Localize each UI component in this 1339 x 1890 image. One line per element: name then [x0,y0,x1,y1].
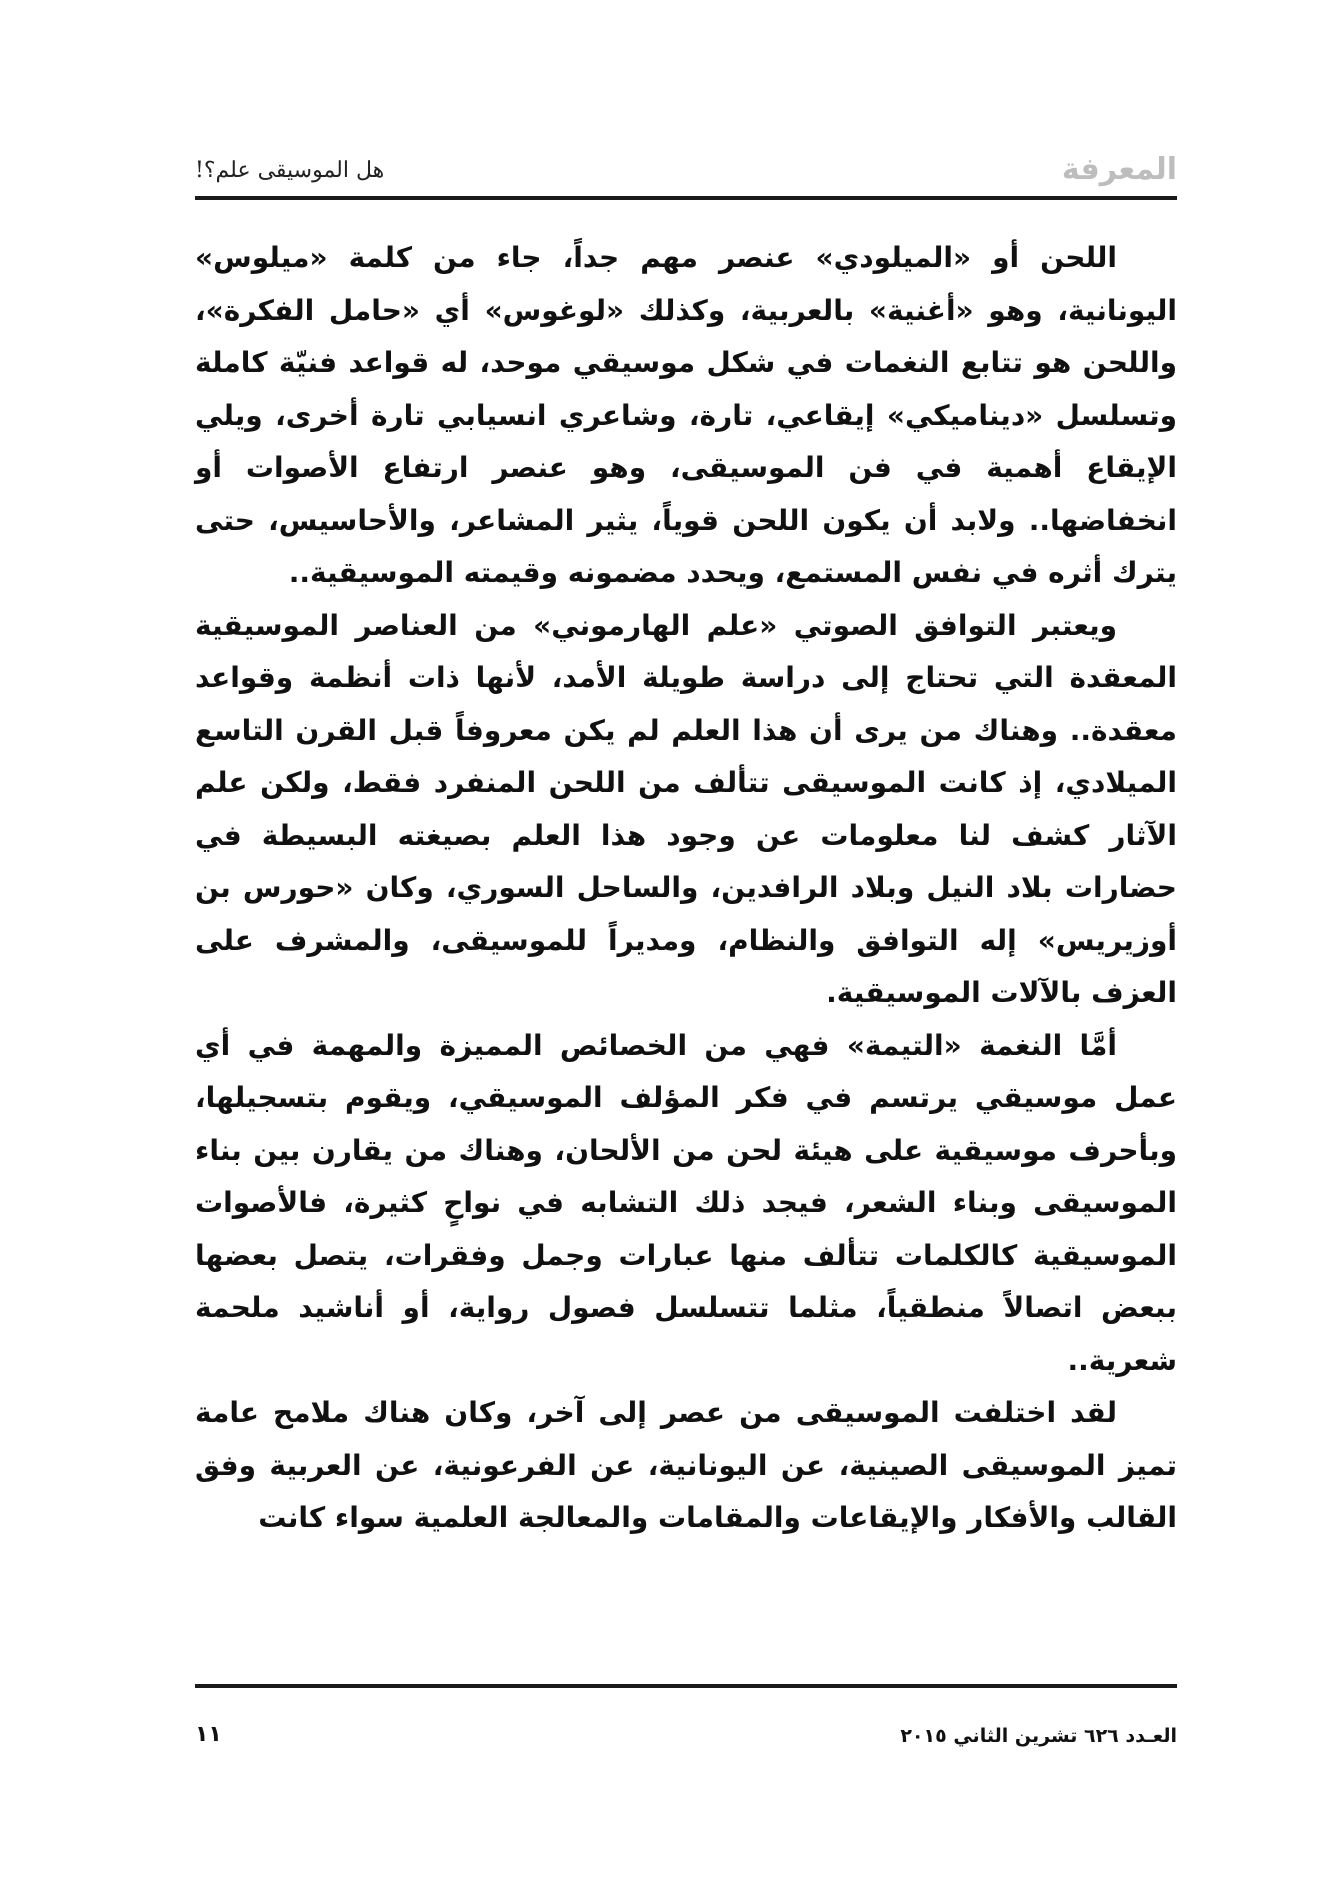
running-title: هل الموسيقى علم؟! [195,158,385,183]
page-footer [195,1718,1177,1758]
article-body [195,232,1177,1545]
page-number: ١١ [195,1722,222,1747]
issue-info: العـدد ٦٢٦ تشرين الثاني ٢٠١٥ [900,1725,1177,1747]
magazine-logo: المعرفة [1061,152,1177,187]
paragraph-theme: أمَّا النغمة «التيمة» فهي من الخصائص المميزة والمهمة في أي عمل موسيقي يرتسم في فكر المؤلف الموسيقي، ويقوم بتسجيلها، وبأحرف موسيقية على هيئة لحن من الألحان، وهناك من يقارن بين بناء الموسيقى وبناء الشعر، فيجد ذلك التشابه في نواحٍ كثيرة، فالأصوات الموسيقية كالكلمات تتألف منها عبارات وجمل وفقرات، يتصل بعضها ببعض اتصالاً منطقياً، مثلما تتسلسل فصول رواية، أو أناشيد ملحمة شعرية.. [195,1028,1177,1377]
header-rule [195,196,1177,200]
paragraph-harmony: ويعتبر التوافق الصوتي «علم الهارموني» من العناصر الموسيقية المعقدة التي تحتاج إلى دراسة طويلة الأمد، لأنها ذات أنظمة وقواعد معقدة.. وهناك من يرى أن هذا العلم لم يكن معروفاً قبل القرن التاسع الميلادي، إذ كانت الموسيقى تتألف من اللحن المنفرد فقط، ولكن علم الآثار كشف لنا معلومات عن وجود هذا العلم بصيغته البسيطة في حضارات بلاد النيل وبلاد الرافدين، والساحل السوري، وكان «حورس بن أوزيريس» إله التوافق والنظام، ومديراً للموسيقى، والمشرف على العزف بالآلات الموسيقية. [195,608,1177,1009]
page-header [195,150,1177,194]
footer-rule [195,1684,1177,1688]
paragraph-melody: اللحن أو «الميلودي» عنصر مهم جداً، جاء من كلمة «ميلوس» اليونانية، وهو «أغنية» بالعربية، وكذلك «لوغوس» أي «حامل الفكرة»، واللحن هو تتابع النغمات في شكل موسيقي موحد، له قواعد فنيّة كاملة وتسلسل «ديناميكي» إيقاعي، تارة، وشاعري انسيابي تارة أخرى، ويلي الإيقاع أهمية في فن الموسيقى، وهو عنصر ارتفاع الأصوات أو انخفاضها.. ولابد أن يكون اللحن قوياً، يثير المشاعر، والأحاسيس، حتى يترك أثره في نفس المستمع، ويحدد مضمونه وقيمته الموسيقية.. [195,241,1177,589]
paragraph-eras: لقد اختلفت الموسيقى من عصر إلى آخر، وكان هناك ملامح عامة تميز الموسيقى الصينية، عن اليونانية، عن الفرعونية، عن العربية وفق القالب والأفكار والإيقاعات والمقامات والمعالجة العلمية سواء كانت [195,1396,1177,1534]
